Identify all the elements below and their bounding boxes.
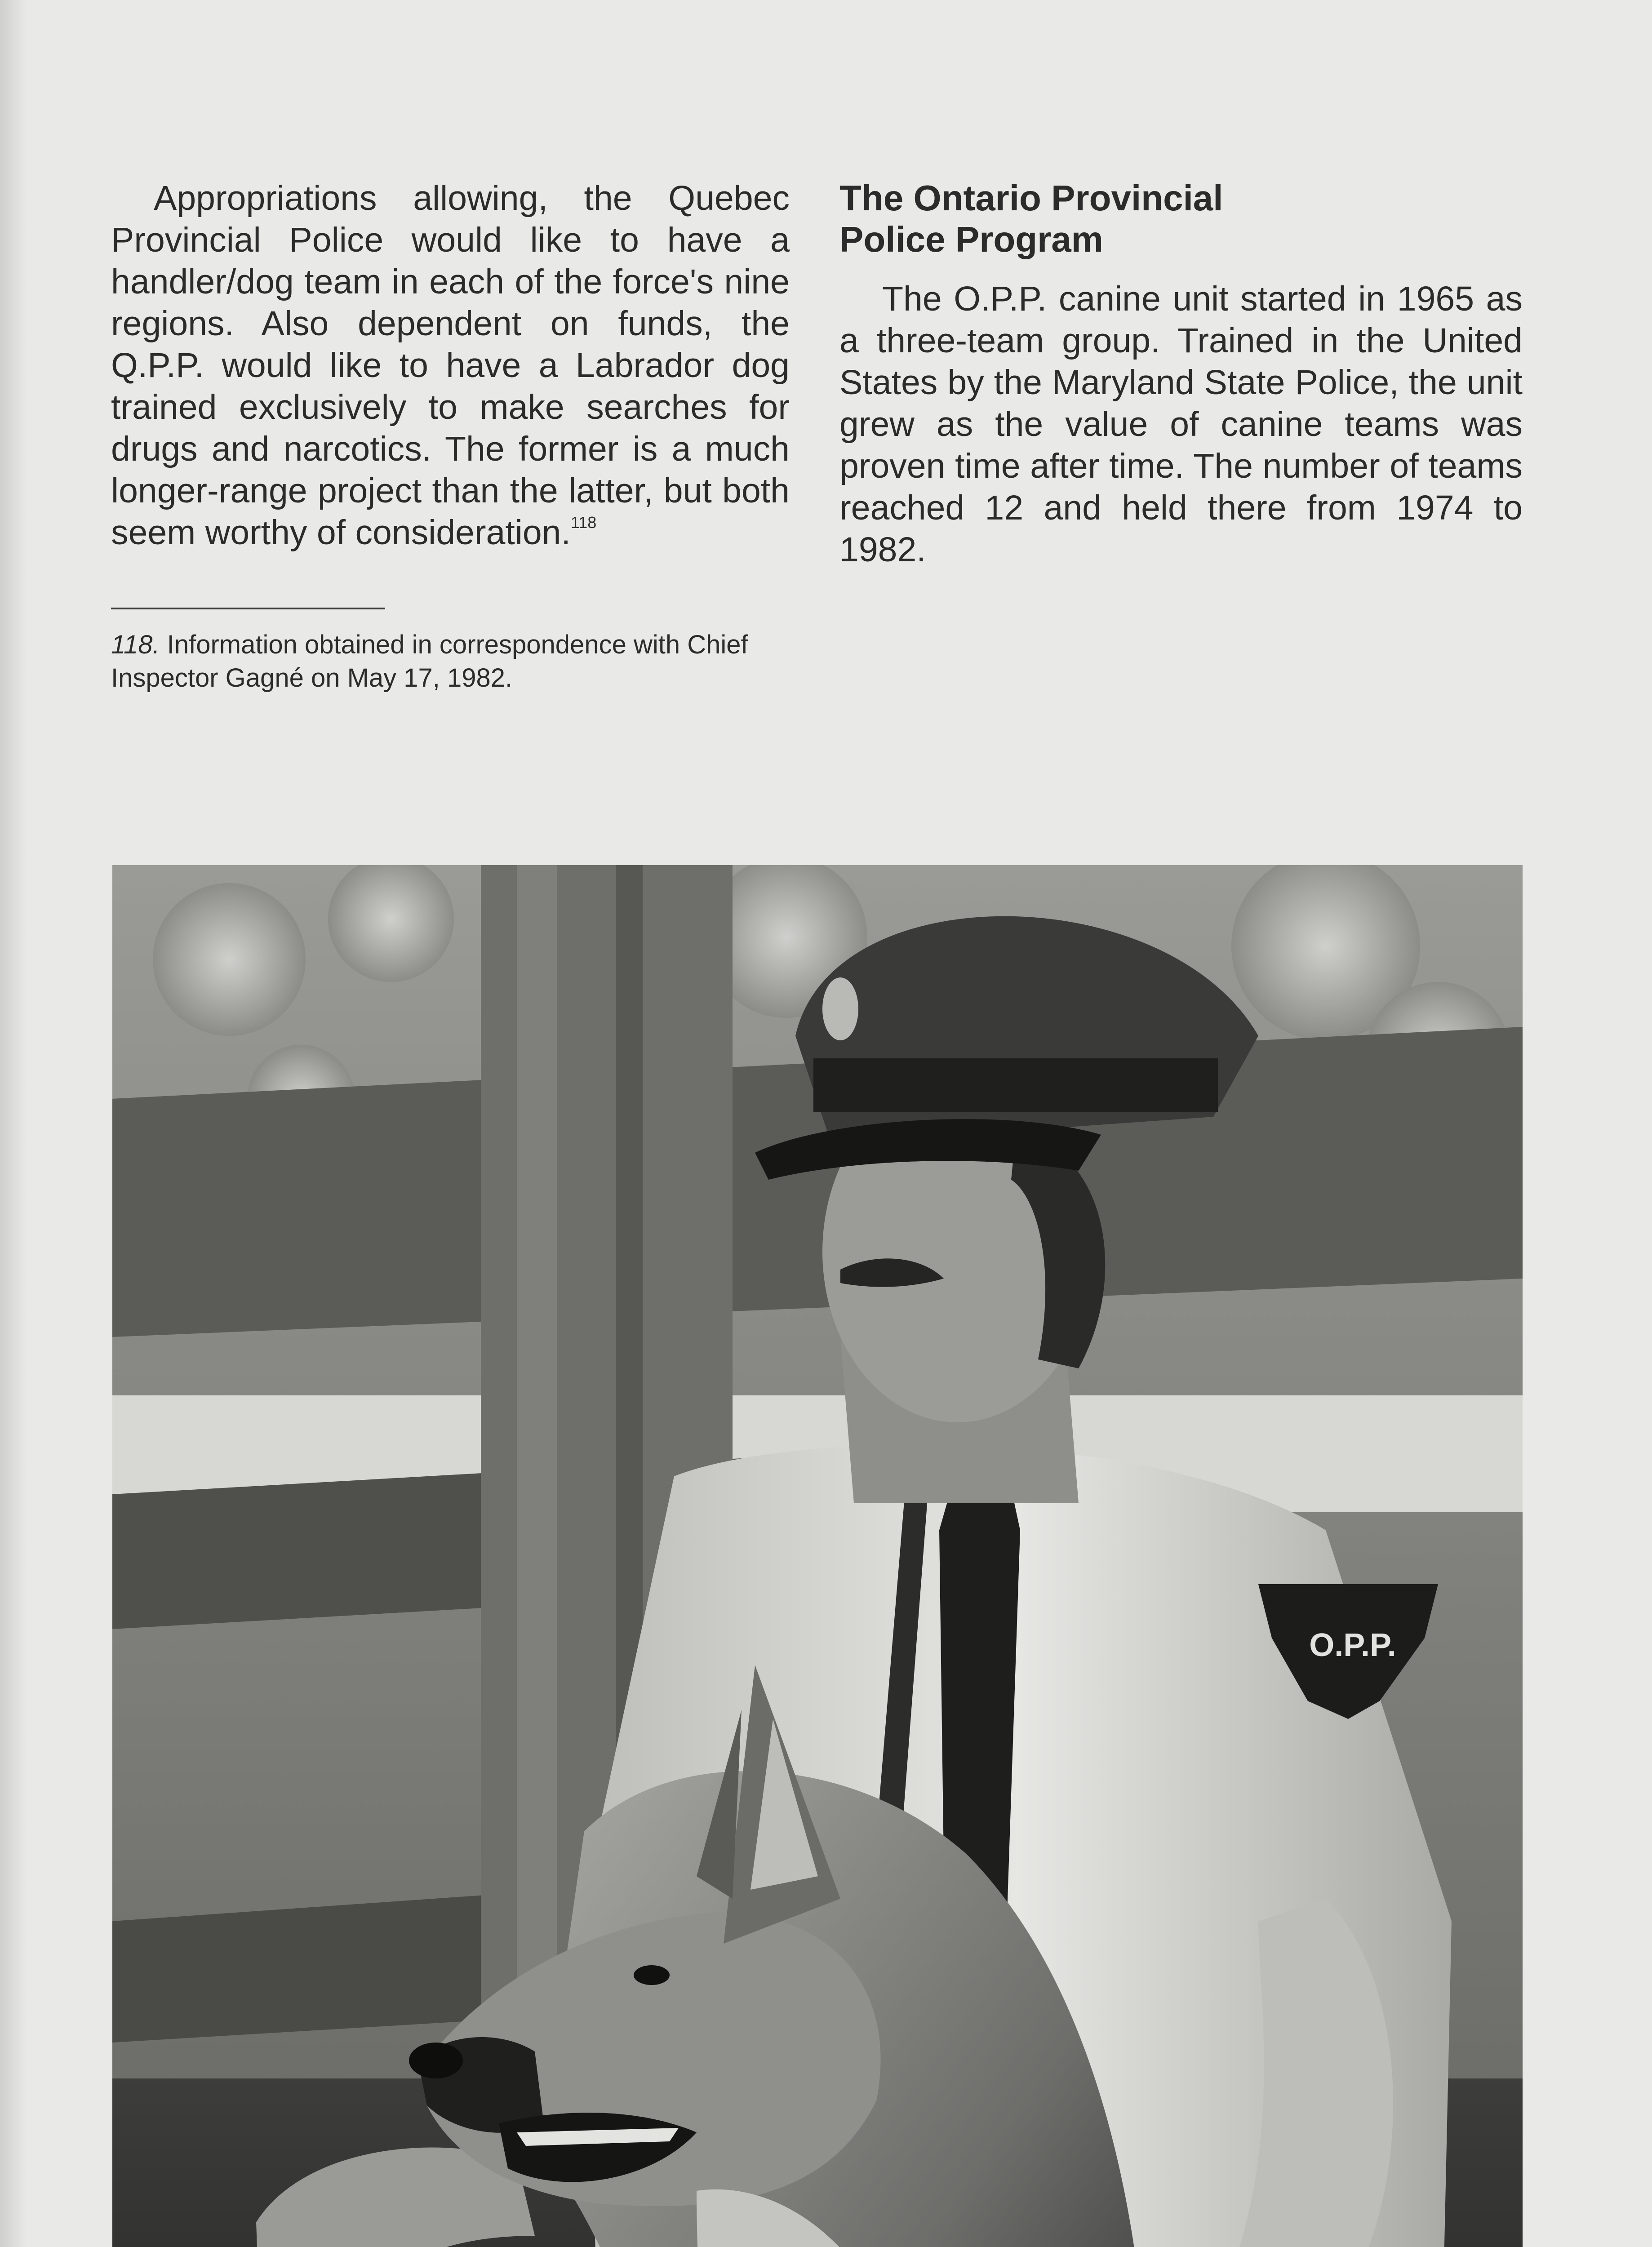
left-column xyxy=(111,178,790,695)
dog-eye xyxy=(634,1965,670,1985)
patch-text: O.P.P. xyxy=(1309,1627,1396,1663)
right-paragraph: The O.P.P. canine unit started in 1965 as a three-team group. Trained in the United States by the Maryland State Police, the unit grew as the value of canine teams was proven time after time. The number of teams reached 12 and held there from 1974 to 1982. xyxy=(839,280,1523,569)
right-column xyxy=(839,178,1523,571)
footnote-divider xyxy=(111,608,385,609)
left-paragraph: Appropriations allowing, the Quebec Provincial Police would like to have a handler/dog team in each of the force's nine regions. Also dependent on funds, the Q.P.P. would like to have a Labrador dog trained exclusively to make searches for drugs and narcotics. The former is a much longer-range project than the latter, but both seem worthy of consideration.$^{118}$ xyxy=(111,179,790,552)
dog-nose xyxy=(409,2043,463,2078)
footnote-reference: 118 xyxy=(570,513,597,532)
cap-badge xyxy=(822,977,858,1040)
footnote-text: Information obtained in correspondence with Chief Inspector Gagné on May 17, 1982. xyxy=(111,630,748,693)
footnote-number: 118. xyxy=(111,630,160,659)
footnote xyxy=(111,628,790,695)
photograph-officer-with-dog xyxy=(112,865,1523,2247)
photo-illustration xyxy=(112,865,1523,2247)
section-heading: The Ontario Provincial Police Program xyxy=(839,178,1223,259)
page-edge-shadow xyxy=(0,0,27,2247)
